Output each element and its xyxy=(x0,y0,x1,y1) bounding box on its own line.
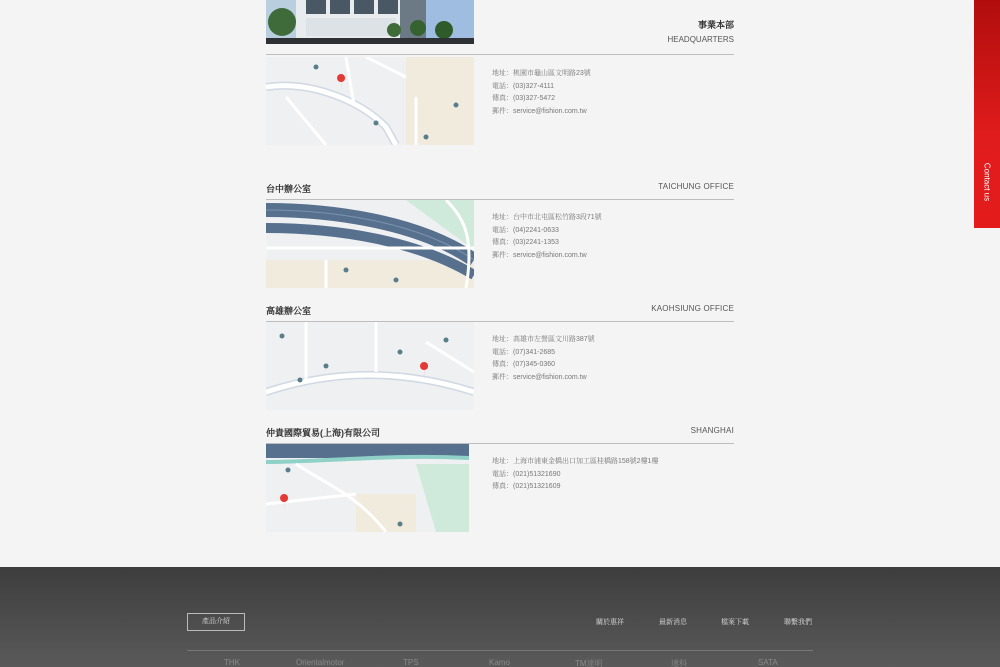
taichung-map[interactable] xyxy=(266,200,474,288)
headquarters-building-photo xyxy=(266,0,474,44)
headquarters-phone: 電話：(03)327-4111 xyxy=(492,82,554,90)
footer-nav-downloads[interactable]: 檔案下載 xyxy=(721,619,749,626)
divider xyxy=(266,54,734,55)
shanghai-section xyxy=(266,426,734,444)
taichung-info xyxy=(492,212,602,262)
shanghai-fax: 傳真：(021)51321609 xyxy=(492,483,561,490)
headquarters-map[interactable] xyxy=(266,57,474,145)
headquarters-title-zh: 事業本部 xyxy=(697,20,734,30)
kaohsiung-section xyxy=(266,304,734,322)
taichung-phone: 電話：(04)2241-0633 xyxy=(492,226,559,234)
kaohsiung-email[interactable]: 郵件：service@fishion.com.tw xyxy=(492,373,587,381)
contact-us-label: Contact us xyxy=(982,162,992,202)
kaohsiung-address: 地址：高雄市左營區文川路387號 xyxy=(492,336,595,343)
taichung-address: 地址：台中市北屯區松竹路3段71號 xyxy=(492,214,602,221)
contact-us-tab[interactable] xyxy=(974,0,1000,228)
headquarters-fax: 傳真：(03)327-5472 xyxy=(492,95,556,102)
brand-link[interactable]: 速科 xyxy=(671,659,687,667)
taichung-title-zh: 台中辦公室 xyxy=(266,184,312,194)
footer-nav-news[interactable]: 最新消息 xyxy=(659,619,687,626)
shanghai-phone: 電話：(021)51321690 xyxy=(492,470,561,478)
shanghai-map[interactable] xyxy=(266,444,469,532)
footer xyxy=(0,567,1000,667)
footer-divider xyxy=(187,650,813,651)
brand-link[interactable]: Kamo xyxy=(489,658,510,667)
kaohsiung-phone: 電話：(07)341-2685 xyxy=(492,348,556,356)
footer-nav-about[interactable]: 關於惠祥 xyxy=(596,619,624,626)
kaohsiung-fax: 傳真：(07)345-0360 xyxy=(492,361,556,368)
headquarters-address: 地址：桃園市龜山區文明路23號 xyxy=(492,70,591,77)
kaohsiung-info xyxy=(492,334,595,384)
taichung-section xyxy=(266,182,734,200)
kaohsiung-title-zh: 高雄辦公室 xyxy=(266,306,312,316)
brand-link[interactable]: SATA xyxy=(758,658,778,667)
brand-link[interactable]: THK xyxy=(224,658,240,667)
kaohsiung-title-en: KAOHSIUNG OFFICE xyxy=(651,304,734,313)
product-intro-button[interactable]: 產品介紹 xyxy=(187,613,245,631)
shanghai-header xyxy=(266,426,734,444)
footer-nav-contact[interactable]: 聯繫我們 xyxy=(784,619,812,626)
shanghai-info xyxy=(492,456,658,494)
headquarters-info xyxy=(492,68,591,118)
shanghai-title-en: SHANGHAI xyxy=(690,426,734,435)
taichung-header xyxy=(266,182,734,200)
kaohsiung-map[interactable] xyxy=(266,322,474,410)
taichung-title-en: TAICHUNG OFFICE xyxy=(658,182,734,191)
kaohsiung-header xyxy=(266,304,734,322)
shanghai-address: 地址：上海市浦東金橋出口加工區桂橋路158號2樓1樓 xyxy=(492,458,659,465)
shanghai-title-zh: 仲貴國際貿易(上海)有限公司 xyxy=(266,428,380,438)
headquarters-email[interactable]: 郵件：service@fishion.com.tw xyxy=(492,107,587,115)
taichung-fax: 傳真：(03)2241-1353 xyxy=(492,239,559,246)
brand-link[interactable]: Orientalmotor xyxy=(296,658,345,667)
brand-link[interactable]: TM達明 xyxy=(575,659,603,667)
brand-link[interactable]: TPS xyxy=(403,658,419,667)
taichung-email[interactable]: 郵件：service@fishion.com.tw xyxy=(492,251,587,259)
headquarters-title-en: HEADQUARTERS xyxy=(667,35,734,44)
